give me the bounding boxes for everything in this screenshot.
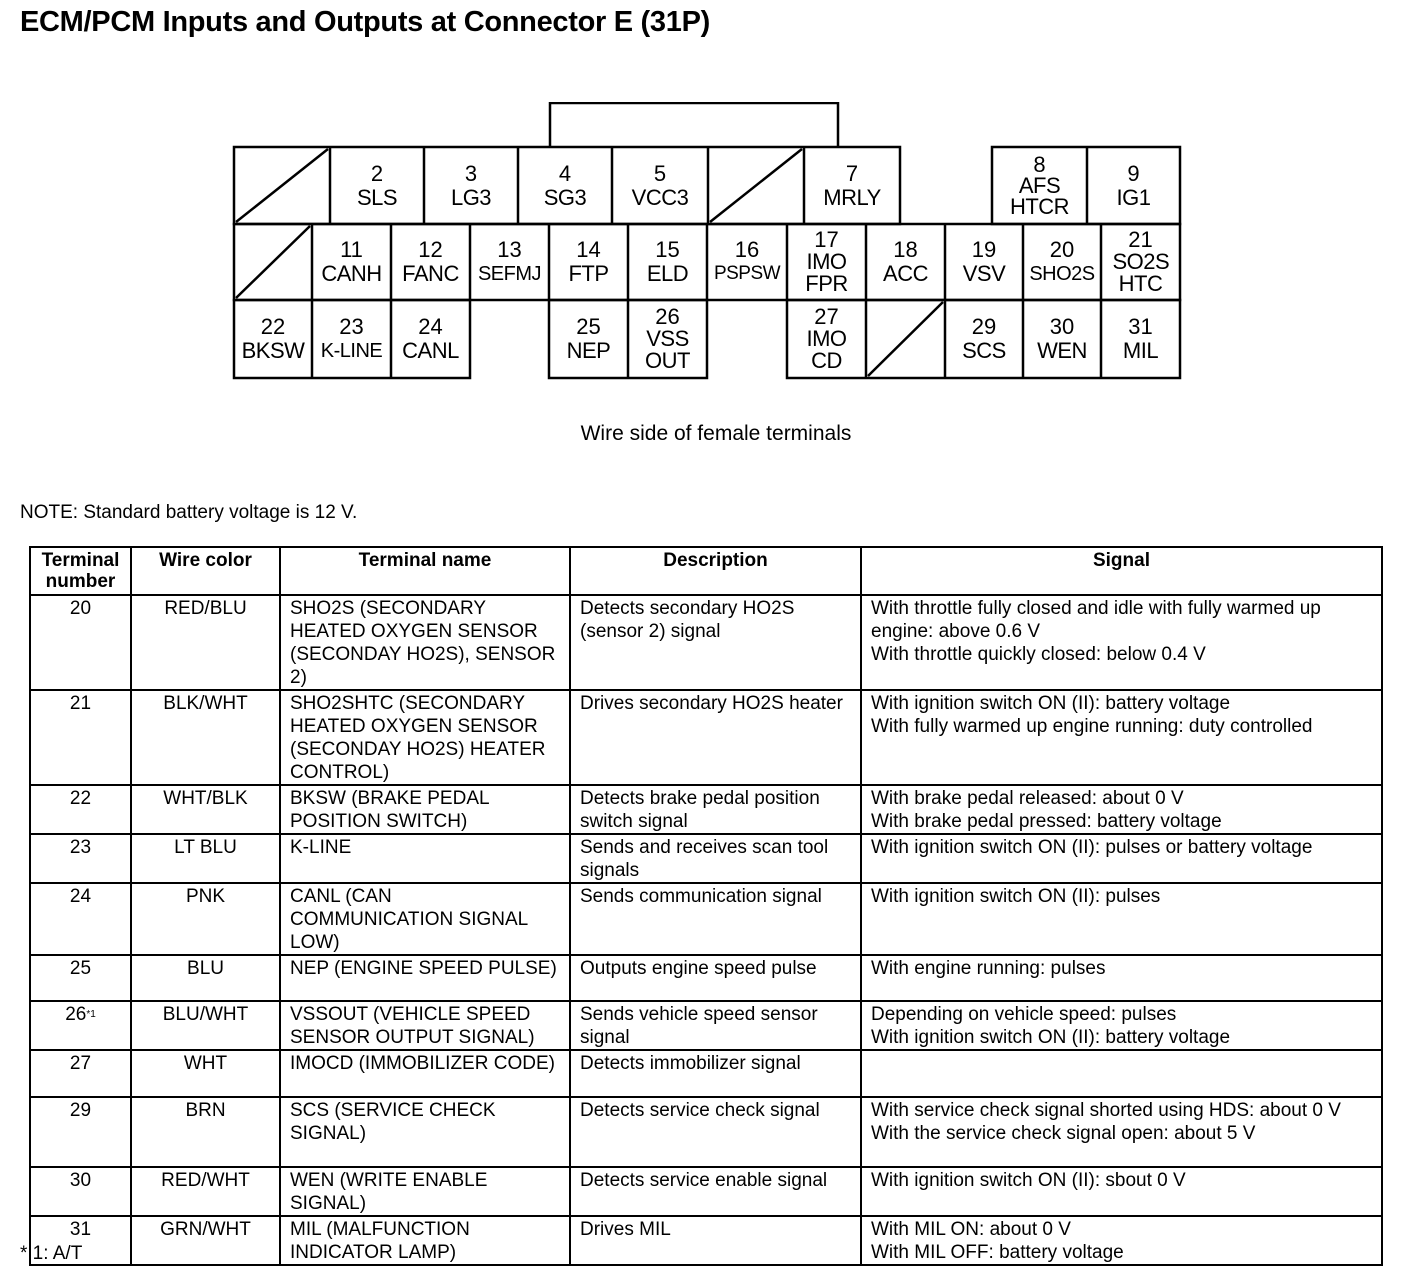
pin-number: 17 (814, 227, 839, 252)
pin-13 (470, 224, 549, 300)
pin-label: SLS (356, 184, 398, 210)
pin-label: ACC (883, 261, 928, 286)
cell-terminal-name: NEP (ENGINE SPEED PULSE) (280, 955, 570, 1001)
signal-line: Depending on vehicle speed: pulses (871, 1004, 1177, 1025)
cell-description: Sends communication signal (570, 883, 861, 955)
cell-signal (861, 955, 1382, 1001)
pin-number: 5 (653, 160, 667, 186)
signal-line: With ignition switch ON (II): pulses or battery voltage (871, 837, 1313, 858)
table-row (30, 1050, 1382, 1097)
cell-terminal (30, 955, 131, 1001)
pin-24 (391, 300, 470, 378)
pin-27 (787, 300, 866, 378)
signal-line: With MIL OFF: battery voltage (871, 1242, 1124, 1263)
footnote: * 1: A/T (20, 1243, 83, 1264)
pin-31 (1101, 300, 1180, 378)
table-row (30, 955, 1382, 1001)
pin-20 (1023, 224, 1101, 300)
cell-wire-color: BLU/WHT (131, 1001, 280, 1050)
battery-note: NOTE: Standard battery voltage is 12 V. (20, 502, 358, 523)
signal-line: With brake pedal released: about 0 V (871, 788, 1184, 809)
cell-signal (861, 834, 1382, 883)
pin-number: 3 (464, 160, 478, 186)
pin-label: MRLY (823, 184, 881, 210)
pin-label: PSPSW (713, 263, 781, 284)
pin-number: 4 (558, 160, 572, 186)
signal-line: With ignition switch ON (II): battery voltage (871, 1027, 1231, 1048)
pin-label: WEN (1037, 338, 1087, 363)
table-header-row (30, 547, 1382, 595)
pin-label: SHO2S (1029, 263, 1095, 285)
pin-label: IMO CD (806, 326, 847, 373)
cell-signal (861, 1167, 1382, 1216)
pin-number: 26 (655, 304, 680, 329)
pin-3 (424, 147, 518, 224)
pin-label: K-LINE (320, 340, 383, 362)
cell-signal (861, 883, 1382, 955)
pin-30 (1023, 300, 1101, 378)
cell-description: Drives MIL (570, 1216, 861, 1265)
pin-label: SCS (962, 338, 1006, 363)
pin-18 (866, 224, 945, 300)
pin-label: LG3 (450, 184, 492, 210)
pin-number: 29 (971, 314, 997, 339)
pin-number: 9 (1127, 160, 1140, 186)
signal-line: With ignition switch ON (II): battery voltage (871, 693, 1231, 714)
terminal-number: 25 (69, 958, 92, 979)
signal-line: With MIL ON: about 0 V (871, 1219, 1071, 1240)
pin-number: 8 (1033, 152, 1046, 177)
cell-signal (861, 690, 1382, 785)
pin-15 (628, 224, 707, 300)
pin-21 (1101, 224, 1180, 300)
table-row (30, 1001, 1382, 1050)
page-title: ECM/PCM Inputs and Outputs at Connector E (31P) (20, 6, 710, 38)
pin-label: NEP (566, 338, 611, 363)
table-row (30, 690, 1382, 785)
terminal-number: 21 (69, 693, 92, 714)
cell-wire-color: BLK/WHT (131, 690, 280, 785)
pin-11 (312, 224, 391, 300)
header-wire-color: Wire color (131, 547, 280, 595)
table-row (30, 1097, 1382, 1167)
table-row (30, 834, 1382, 883)
pin-label: SEFMJ (477, 263, 542, 285)
cell-terminal (30, 690, 131, 785)
cell-description: Detects service check signal (570, 1097, 861, 1167)
pin-22 (234, 300, 312, 378)
table-row (30, 785, 1382, 834)
pin-number: 7 (845, 160, 859, 186)
pin-number: 21 (1128, 227, 1153, 252)
cell-terminal (30, 883, 131, 955)
pin-label: MIL (1122, 338, 1159, 363)
pin-label: SO2S HTC (1112, 249, 1170, 296)
cell-terminal-name: IMOCD (IMMOBILIZER CODE) (280, 1050, 570, 1097)
cell-wire-color: PNK (131, 883, 280, 955)
cell-terminal (30, 834, 131, 883)
pin-number: 14 (576, 237, 601, 262)
pin-number: 30 (1049, 314, 1075, 339)
terminal-number: 23 (69, 837, 92, 858)
cell-wire-color: RED/BLU (131, 595, 280, 690)
pin-label: VCC3 (631, 184, 689, 210)
cell-terminal-name: BKSW (BRAKE PEDAL POSITION SWITCH) (280, 785, 570, 834)
pin-label: FANC (402, 261, 459, 286)
cell-terminal-name: WEN (WRITE ENABLE SIGNAL) (280, 1167, 570, 1216)
table-row (30, 1167, 1382, 1216)
pin-8 (992, 147, 1087, 224)
header-terminal-number: Terminal number (30, 547, 131, 595)
pin-17 (787, 224, 866, 300)
cell-signal (861, 595, 1382, 690)
signal-line: With the service check signal open: about 5 V (871, 1123, 1256, 1144)
cell-wire-color: WHT/BLK (131, 785, 280, 834)
cell-terminal (30, 785, 131, 834)
pin-number: 22 (260, 314, 286, 339)
signal-line: With ignition switch ON (II): pulses (871, 886, 1161, 907)
pin-number: 16 (734, 237, 760, 262)
cell-description: Outputs engine speed pulse (570, 955, 861, 1001)
terminal-table (29, 546, 1383, 1266)
signal-line: With throttle fully closed and idle with fully warmed up engine: above 0.6 V (871, 598, 1321, 642)
pin-label: CANH (321, 261, 382, 286)
cell-signal (861, 1050, 1382, 1097)
cell-description: Drives secondary HO2S heater (570, 690, 861, 785)
cell-terminal-name: K-LINE (280, 834, 570, 883)
cell-terminal-name: VSSOUT (VEHICLE SPEED SENSOR OUTPUT SIGNAL) (280, 1001, 570, 1050)
cell-wire-color: LT BLU (131, 834, 280, 883)
cell-wire-color: BLU (131, 955, 280, 1001)
pin-label: AFS HTCR (1009, 173, 1070, 219)
pin-number: 12 (418, 237, 443, 262)
cell-terminal (30, 1167, 131, 1216)
pin-number: 27 (814, 304, 839, 329)
terminal-number: 22 (69, 788, 92, 809)
cell-description: Detects immobilizer signal (570, 1050, 861, 1097)
pin-14 (549, 224, 628, 300)
pin-label: VSV (962, 261, 1006, 286)
footnote-ref: *1 (86, 1009, 96, 1020)
pin-label: IMO FPR (805, 249, 848, 296)
cell-description: Detects service enable signal (570, 1167, 861, 1216)
pin-29 (945, 300, 1023, 378)
cell-wire-color: GRN/WHT (131, 1216, 280, 1265)
pin-number: 2 (370, 160, 384, 186)
cell-signal (861, 1097, 1382, 1167)
signal-line: With service check signal shorted using HDS: about 0 V (871, 1100, 1341, 1121)
table-row (30, 595, 1382, 690)
pin-19 (945, 224, 1023, 300)
signal-line: With brake pedal pressed: battery voltage (871, 811, 1222, 832)
pin-label: FTP (568, 261, 609, 286)
signal-line: With engine running: pulses (871, 958, 1106, 979)
cell-description: Sends and receives scan tool signals (570, 834, 861, 883)
pin-label: IG1 (1116, 184, 1151, 210)
pin-23 (312, 300, 391, 378)
pin-number: 23 (339, 314, 364, 339)
pin-label: BKSW (241, 338, 305, 363)
cell-terminal (30, 1097, 131, 1167)
terminal-number: 30 (69, 1170, 92, 1191)
terminal-number: 26 (65, 1004, 87, 1025)
pin-label: ELD (646, 261, 689, 286)
table-row (30, 1216, 1382, 1265)
signal-line: With ignition switch ON (II): sbout 0 V (871, 1170, 1186, 1191)
cell-terminal-name: SCS (SERVICE CHECK SIGNAL) (280, 1097, 570, 1167)
header-terminal-name: Terminal name (280, 547, 570, 595)
cell-wire-color: BRN (131, 1097, 280, 1167)
cell-description: Sends vehicle speed sensor signal (570, 1001, 861, 1050)
pin-number: 11 (340, 237, 363, 262)
terminal-number: 24 (69, 886, 92, 907)
terminal-number: 27 (69, 1053, 92, 1074)
pin-5 (612, 147, 708, 224)
cell-terminal (30, 595, 131, 690)
pin-number: 18 (893, 237, 918, 262)
cell-signal (861, 1001, 1382, 1050)
table-row (30, 883, 1382, 955)
cell-terminal-name: MIL (MALFUNCTION INDICATOR LAMP) (280, 1216, 570, 1265)
pin-12 (391, 224, 470, 300)
cell-terminal-name: CANL (CAN COMMUNICATION SIGNAL LOW) (280, 883, 570, 955)
pin-label: VSS OUT (645, 326, 690, 373)
terminal-number: 20 (69, 598, 92, 619)
pin-number: 15 (655, 237, 680, 262)
pin-7 (804, 147, 900, 224)
cell-wire-color: WHT (131, 1050, 280, 1097)
terminal-number: 29 (69, 1100, 92, 1121)
pin-25 (549, 300, 628, 378)
pin-number: 25 (576, 314, 601, 339)
signal-line: With fully warmed up engine running: duty controlled (871, 716, 1313, 737)
cell-terminal (30, 1050, 131, 1097)
connector-caption: Wire side of female terminals (580, 422, 852, 445)
pin-4 (518, 147, 612, 224)
cell-wire-color: RED/WHT (131, 1167, 280, 1216)
cell-terminal-name: SHO2S (SECONDARY HEATED OXYGEN SENSOR (SECONDAY HO2S), SENSOR 2) (280, 595, 570, 690)
pin-label: SG3 (543, 184, 587, 210)
connector-diagram (232, 102, 1184, 382)
cell-signal (861, 1216, 1382, 1265)
terminal-number: 31 (69, 1219, 92, 1240)
cell-terminal (30, 1001, 131, 1050)
pin-16 (707, 224, 787, 300)
pin-number: 31 (1128, 314, 1153, 339)
pin-number: 20 (1049, 237, 1075, 262)
pin-9 (1087, 147, 1180, 224)
header-description: Description (570, 547, 861, 595)
pin-number: 19 (971, 237, 997, 262)
pin-26 (628, 300, 707, 378)
signal-line: With throttle quickly closed: below 0.4 V (871, 644, 1206, 665)
pin-number: 13 (497, 237, 522, 262)
pin-2 (330, 147, 424, 224)
cell-terminal-name: SHO2SHTC (SECONDARY HEATED OXYGEN SENSOR (SECONDAY HO2S) HEATER CONTROL) (280, 690, 570, 785)
cell-signal (861, 785, 1382, 834)
header-signal: Signal (861, 547, 1382, 595)
cell-description: Detects secondary HO2S (sensor 2) signal (570, 595, 861, 690)
pin-number: 24 (418, 314, 443, 339)
cell-description: Detects brake pedal position switch signal (570, 785, 861, 834)
pin-label: CANL (402, 338, 459, 363)
